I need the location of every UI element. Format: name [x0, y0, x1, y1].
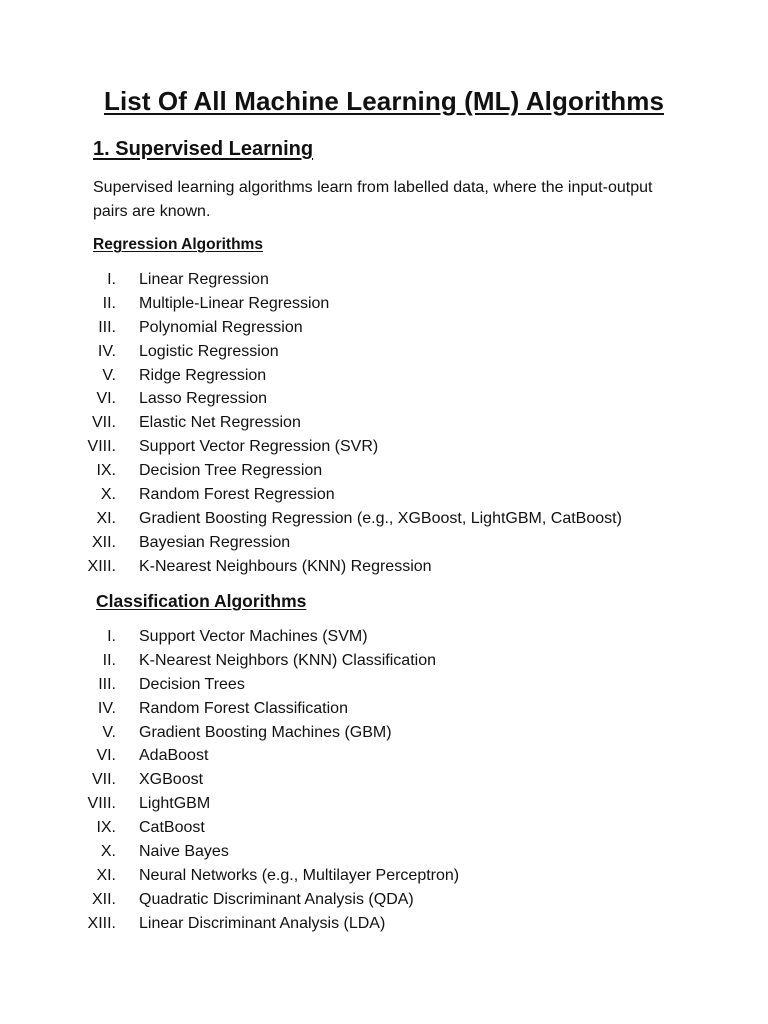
- list-item-text: Naive Bayes: [139, 843, 229, 861]
- list-item-text: CatBoost: [139, 819, 205, 837]
- list-item-numeral: X.: [100, 486, 116, 504]
- section-heading: 1. Supervised Learning: [93, 138, 314, 160]
- list-item: [0, 792, 700, 816]
- list-item-text: XGBoost: [139, 771, 204, 789]
- page-title: List Of All Machine Learning (ML) Algorithms: [103, 86, 665, 116]
- list-item: [0, 268, 700, 292]
- list-item-text: Neural Networks (e.g., Multilayer Perceptron): [139, 866, 460, 884]
- list-item-numeral: IX.: [96, 462, 116, 480]
- list-item-text: Support Vector Machines (SVM): [139, 628, 368, 645]
- list-item-text: Bayesian Regression: [139, 533, 291, 551]
- list-item-text: Support Vector Regression (SVR): [139, 438, 379, 456]
- list-item-text: K-Nearest Neighbors (KNN) Classification: [139, 651, 436, 669]
- list-item: [0, 816, 700, 840]
- list-item-text: Logistic Regression: [139, 342, 279, 360]
- list-item-numeral: III.: [98, 318, 116, 336]
- regression-list: [0, 268, 700, 579]
- list-item-numeral: V.: [102, 723, 116, 741]
- list-item: [0, 483, 700, 507]
- list-item-text: AdaBoost: [139, 747, 209, 765]
- list-item-numeral: I.: [107, 628, 116, 645]
- list-item: [0, 316, 700, 340]
- list-item-text: K-Nearest Neighbours (KNN) Regression: [139, 557, 432, 575]
- list-item-text: Linear Discriminant Analysis (LDA): [139, 914, 386, 932]
- list-item-text: Random Forest Regression: [139, 486, 335, 504]
- list-item: [0, 411, 700, 435]
- list-item: [0, 387, 700, 411]
- list-item: [0, 840, 700, 864]
- list-item-text: Decision Trees: [139, 675, 245, 693]
- list-item-text: Ridge Regression: [139, 366, 267, 384]
- list-item-numeral: XII.: [91, 533, 116, 551]
- list-item-text: LightGBM: [139, 795, 211, 813]
- list-item-text: Elastic Net Regression: [139, 414, 301, 432]
- regression-heading: Regression Algorithms: [93, 236, 263, 253]
- section-intro: Supervised learning algorithms learn from labelled data, where the input-output pairs are known.: [93, 179, 653, 220]
- list-item: [0, 673, 700, 697]
- list-item-text: Lasso Regression: [139, 390, 268, 408]
- list-item: [0, 555, 700, 579]
- classification-list: [0, 625, 700, 936]
- list-item: [0, 697, 700, 721]
- list-item-numeral: II.: [102, 294, 116, 312]
- list-item-numeral: V.: [102, 366, 116, 384]
- list-item-numeral: III.: [98, 675, 116, 693]
- list-item-text: Gradient Boosting Regression (e.g., XGBoost, LightGBM, CatBoost): [139, 509, 622, 527]
- list-item: [0, 459, 700, 483]
- classification-heading: Classification Algorithms: [96, 591, 307, 611]
- list-item-text: Polynomial Regression: [139, 318, 303, 336]
- list-item: [0, 435, 700, 459]
- list-item-numeral: VII.: [91, 771, 116, 789]
- list-item-numeral: XII.: [91, 890, 116, 908]
- list-item-text: Gradient Boosting Machines (GBM): [139, 723, 392, 741]
- list-item-numeral: VIII.: [87, 795, 116, 813]
- list-item: [0, 721, 700, 745]
- list-item: [0, 912, 700, 936]
- list-item-numeral: XIII.: [87, 914, 116, 932]
- list-item-numeral: VI.: [96, 390, 116, 408]
- list-item-text: Decision Tree Regression: [139, 462, 323, 480]
- list-item: [0, 531, 700, 555]
- list-item-numeral: VIII.: [87, 438, 116, 456]
- list-item: [0, 864, 700, 888]
- list-item-numeral: IV.: [97, 699, 116, 717]
- list-item-numeral: VII.: [91, 414, 116, 432]
- list-item-numeral: X.: [100, 843, 116, 861]
- list-item: [0, 625, 700, 649]
- list-item-text: Random Forest Classification: [139, 699, 348, 717]
- list-item-numeral: II.: [102, 651, 116, 669]
- list-item-numeral: IX.: [96, 819, 116, 837]
- list-item-numeral: VI.: [96, 747, 116, 765]
- list-item: [0, 507, 700, 531]
- list-item-numeral: IV.: [97, 342, 116, 360]
- list-item: [0, 649, 700, 673]
- list-item: [0, 364, 700, 388]
- list-item-text: Multiple-Linear Regression: [139, 294, 330, 312]
- list-item: [0, 888, 700, 912]
- list-item: [0, 340, 700, 364]
- list-item: [0, 768, 700, 792]
- list-item: [0, 744, 700, 768]
- list-item-numeral: I.: [107, 271, 116, 288]
- list-item-numeral: XIII.: [87, 557, 116, 575]
- list-item-text: Quadratic Discriminant Analysis (QDA): [139, 890, 414, 908]
- list-item-numeral: XI.: [96, 866, 116, 884]
- list-item-text: Linear Regression: [139, 271, 269, 288]
- list-item-numeral: XI.: [96, 509, 116, 527]
- list-item: [0, 292, 700, 316]
